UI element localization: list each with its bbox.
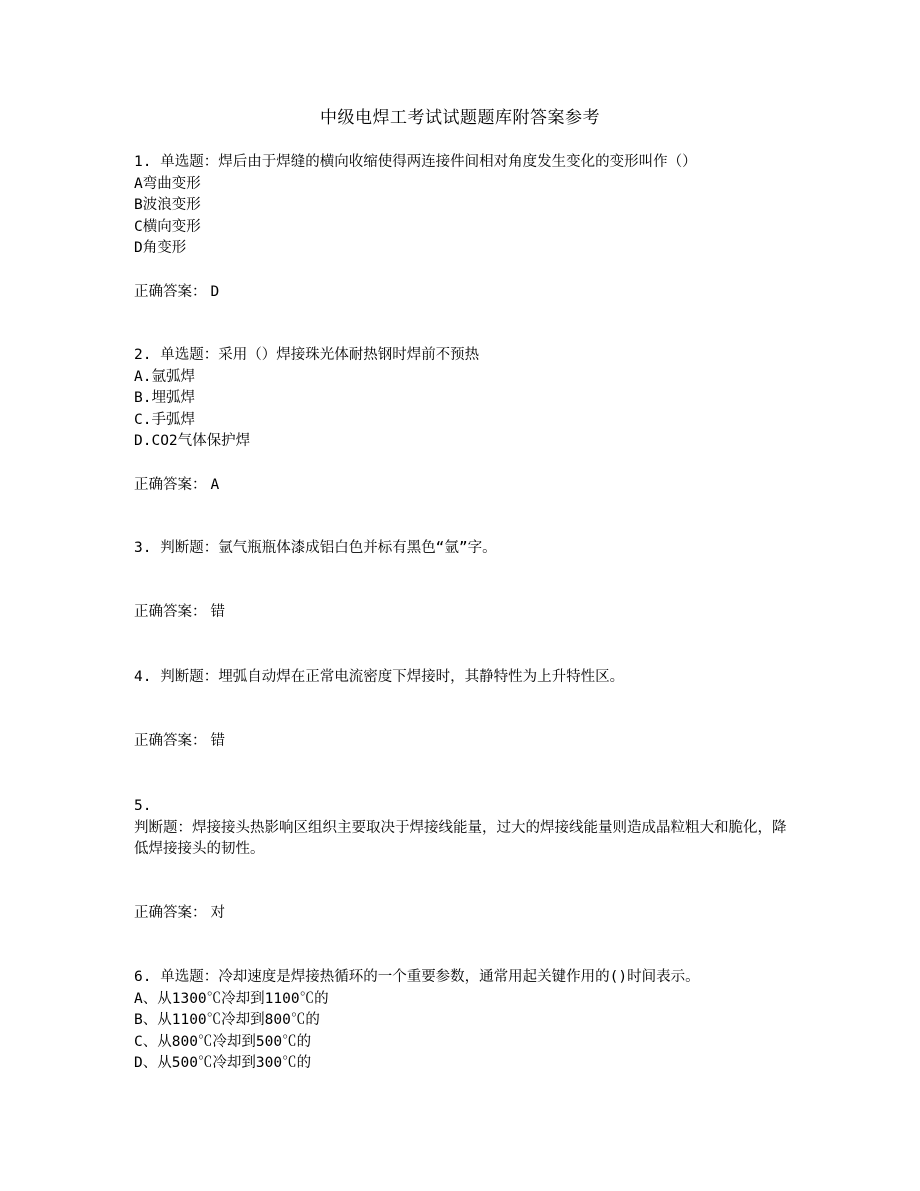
option-c: C.手弧焊 [134, 411, 195, 428]
question-stem: 3. 判断题：氩气瓶瓶体漆成铝白色并标有黑色“氩”字。 [134, 540, 497, 556]
option-d: D角变形 [134, 240, 187, 256]
option-a: A、从1300℃冷却到1100℃的 [134, 990, 329, 1007]
option-b: B、从1100℃冷却到800℃的 [134, 1012, 320, 1028]
answer-label: 正确答案： [134, 733, 207, 749]
option-a: A弯曲变形 [134, 175, 201, 192]
option-b: B.埋弧焊 [134, 390, 195, 406]
question-1 [134, 152, 794, 260]
question-stem: 2. 单选题：采用（）焊接珠光体耐热钢时焊前不预热 [134, 347, 480, 363]
answer-value: A [210, 477, 220, 493]
document-title: 中级电焊工考试试题题库附答案参考 [320, 108, 600, 128]
answer-value: D [210, 284, 220, 300]
answer-5 [134, 903, 225, 925]
answer-4 [134, 731, 225, 753]
answer-value: 错 [210, 604, 225, 620]
question-number: 5. [134, 798, 152, 814]
question-3 [134, 538, 794, 560]
answer-value: 对 [210, 905, 225, 921]
question-4 [134, 667, 794, 689]
answer-2 [134, 475, 219, 497]
answer-label: 正确答案： [134, 477, 207, 493]
answer-label: 正确答案： [134, 604, 207, 620]
option-d: D、从500℃冷却到300℃的 [134, 1055, 312, 1071]
option-c: C横向变形 [134, 218, 201, 235]
question-6 [134, 967, 794, 1075]
question-stem: 4. 判断题：埋弧自动焊在正常电流密度下焊接时，其静特性为上升特性区。 [134, 669, 625, 685]
question-stem: 判断题：焊接接头热影响区组织主要取决于焊接线能量，过大的焊接线能量则造成晶粒粗大和脆化，降低焊接接头的韧性。 [134, 819, 787, 857]
answer-label: 正确答案： [134, 905, 207, 921]
option-d: D.CO2气体保护焊 [134, 433, 251, 449]
option-c: C、从800℃冷却到500℃的 [134, 1033, 312, 1050]
question-stem: 6. 单选题：冷却速度是焊接热循环的一个重要参数，通常用起关键作用的()时间表示。 [134, 969, 700, 985]
question-stem: 1. 单选题：焊后由于焊缝的横向收缩使得两连接件间相对角度发生变化的变形叫作（） [134, 154, 697, 170]
question-2 [134, 345, 794, 453]
answer-label: 正确答案： [134, 284, 207, 300]
answer-1 [134, 282, 219, 304]
answer-value: 错 [210, 733, 225, 749]
option-a: A.氩弧焊 [134, 368, 195, 385]
option-b: B波浪变形 [134, 197, 201, 213]
question-5 [134, 796, 790, 861]
answer-3 [134, 602, 225, 624]
